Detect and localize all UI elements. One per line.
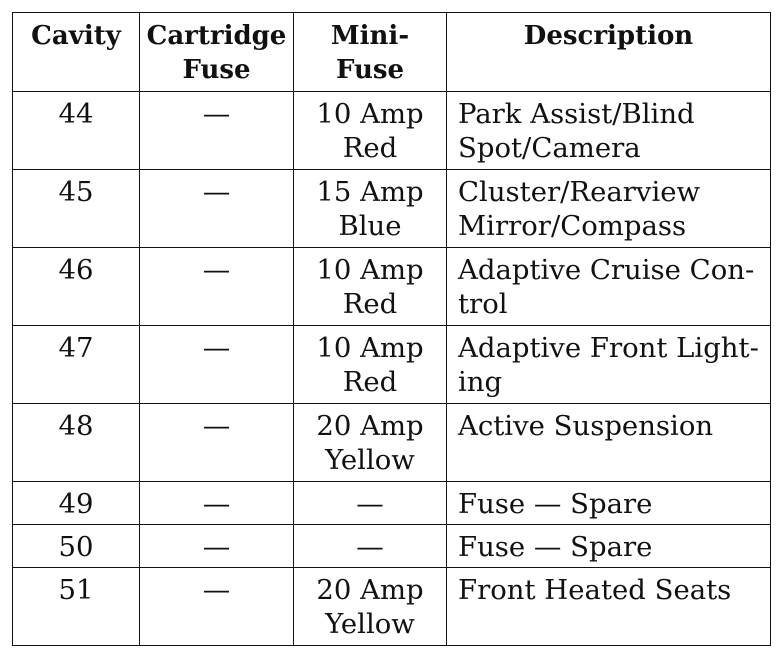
cell-cartridge: — [140, 170, 294, 248]
cell-cavity: 44 [13, 92, 140, 170]
cell-description: Fuse — Spare [447, 525, 771, 568]
fuse-table-container [12, 12, 770, 643]
cell-mini-fuse: — [294, 525, 447, 568]
header-cartridge-fuse [140, 13, 294, 92]
cell-description [447, 92, 771, 170]
mini-fuse-rating: 10 Amp [316, 98, 424, 130]
mini-fuse-color: Yellow [325, 608, 415, 640]
header-description [447, 13, 771, 92]
cell-cavity: 45 [13, 170, 140, 248]
cell-cartridge: — [140, 525, 294, 568]
header-mini-line1: Mini- [330, 21, 410, 51]
mini-fuse-color: Red [342, 132, 398, 164]
table-row [13, 568, 771, 646]
table-row [13, 525, 771, 568]
mini-fuse-rating: 20 Amp [316, 574, 424, 606]
cell-cartridge: — [140, 568, 294, 646]
header-mini-line2: Fuse [335, 55, 405, 85]
table-header-row [13, 13, 771, 92]
cell-cartridge: — [140, 404, 294, 482]
description-line1: Adaptive Front Light- [458, 332, 759, 364]
cell-cartridge: — [140, 326, 294, 404]
cell-cartridge: — [140, 92, 294, 170]
cell-mini-fuse [294, 326, 447, 404]
cell-mini-fuse [294, 92, 447, 170]
cell-cavity: 46 [13, 248, 140, 326]
description-line1: Active Suspension [458, 410, 714, 442]
cell-description [447, 170, 771, 248]
cell-mini-fuse [294, 404, 447, 482]
header-cartridge-line2: Fuse [182, 55, 251, 85]
cell-mini-fuse: — [294, 482, 447, 525]
description-line2: Spot/Camera [458, 132, 641, 164]
mini-fuse-rating: 20 Amp [316, 410, 424, 442]
mini-fuse-rating: 15 Amp [316, 176, 424, 208]
description-line1: Adaptive Cruise Con- [458, 254, 755, 286]
mini-fuse-color: Red [342, 366, 398, 398]
header-cavity-label: Cavity [31, 21, 121, 51]
table-row [13, 326, 771, 404]
table-row [13, 92, 771, 170]
cell-description [447, 248, 771, 326]
cell-cavity: 47 [13, 326, 140, 404]
cell-description [447, 326, 771, 404]
cell-cavity: 49 [13, 482, 140, 525]
mini-fuse-color: Blue [338, 210, 402, 242]
fuse-table [12, 12, 771, 646]
description-line2: trol [458, 288, 508, 320]
mini-fuse-rating: 10 Amp [316, 254, 424, 286]
cell-mini-fuse [294, 568, 447, 646]
cell-cartridge: — [140, 248, 294, 326]
description-line2: Mirror/Compass [458, 210, 687, 242]
mini-fuse-rating: 10 Amp [316, 332, 424, 364]
header-description-label: Description [523, 21, 694, 51]
description-line1: Park Assist/Blind [458, 98, 695, 130]
mini-fuse-color: Yellow [325, 444, 415, 476]
description-line1: Cluster/Rearview [458, 176, 701, 208]
header-mini-fuse [294, 13, 447, 92]
table-row [13, 482, 771, 525]
cell-description [447, 568, 771, 646]
table-row [13, 248, 771, 326]
cell-cavity: 50 [13, 525, 140, 568]
table-row [13, 170, 771, 248]
header-cartridge-line1: Cartridge [146, 21, 287, 51]
table-row [13, 404, 771, 482]
cell-mini-fuse [294, 170, 447, 248]
description-line1: Front Heated Seats [458, 574, 732, 606]
cell-cavity: 48 [13, 404, 140, 482]
cell-mini-fuse [294, 248, 447, 326]
header-cavity [13, 13, 140, 92]
cell-description [447, 404, 771, 482]
description-line2: ing [458, 366, 503, 398]
mini-fuse-color: Red [342, 288, 398, 320]
cell-cartridge: — [140, 482, 294, 525]
cell-description: Fuse — Spare [447, 482, 771, 525]
cell-cavity: 51 [13, 568, 140, 646]
